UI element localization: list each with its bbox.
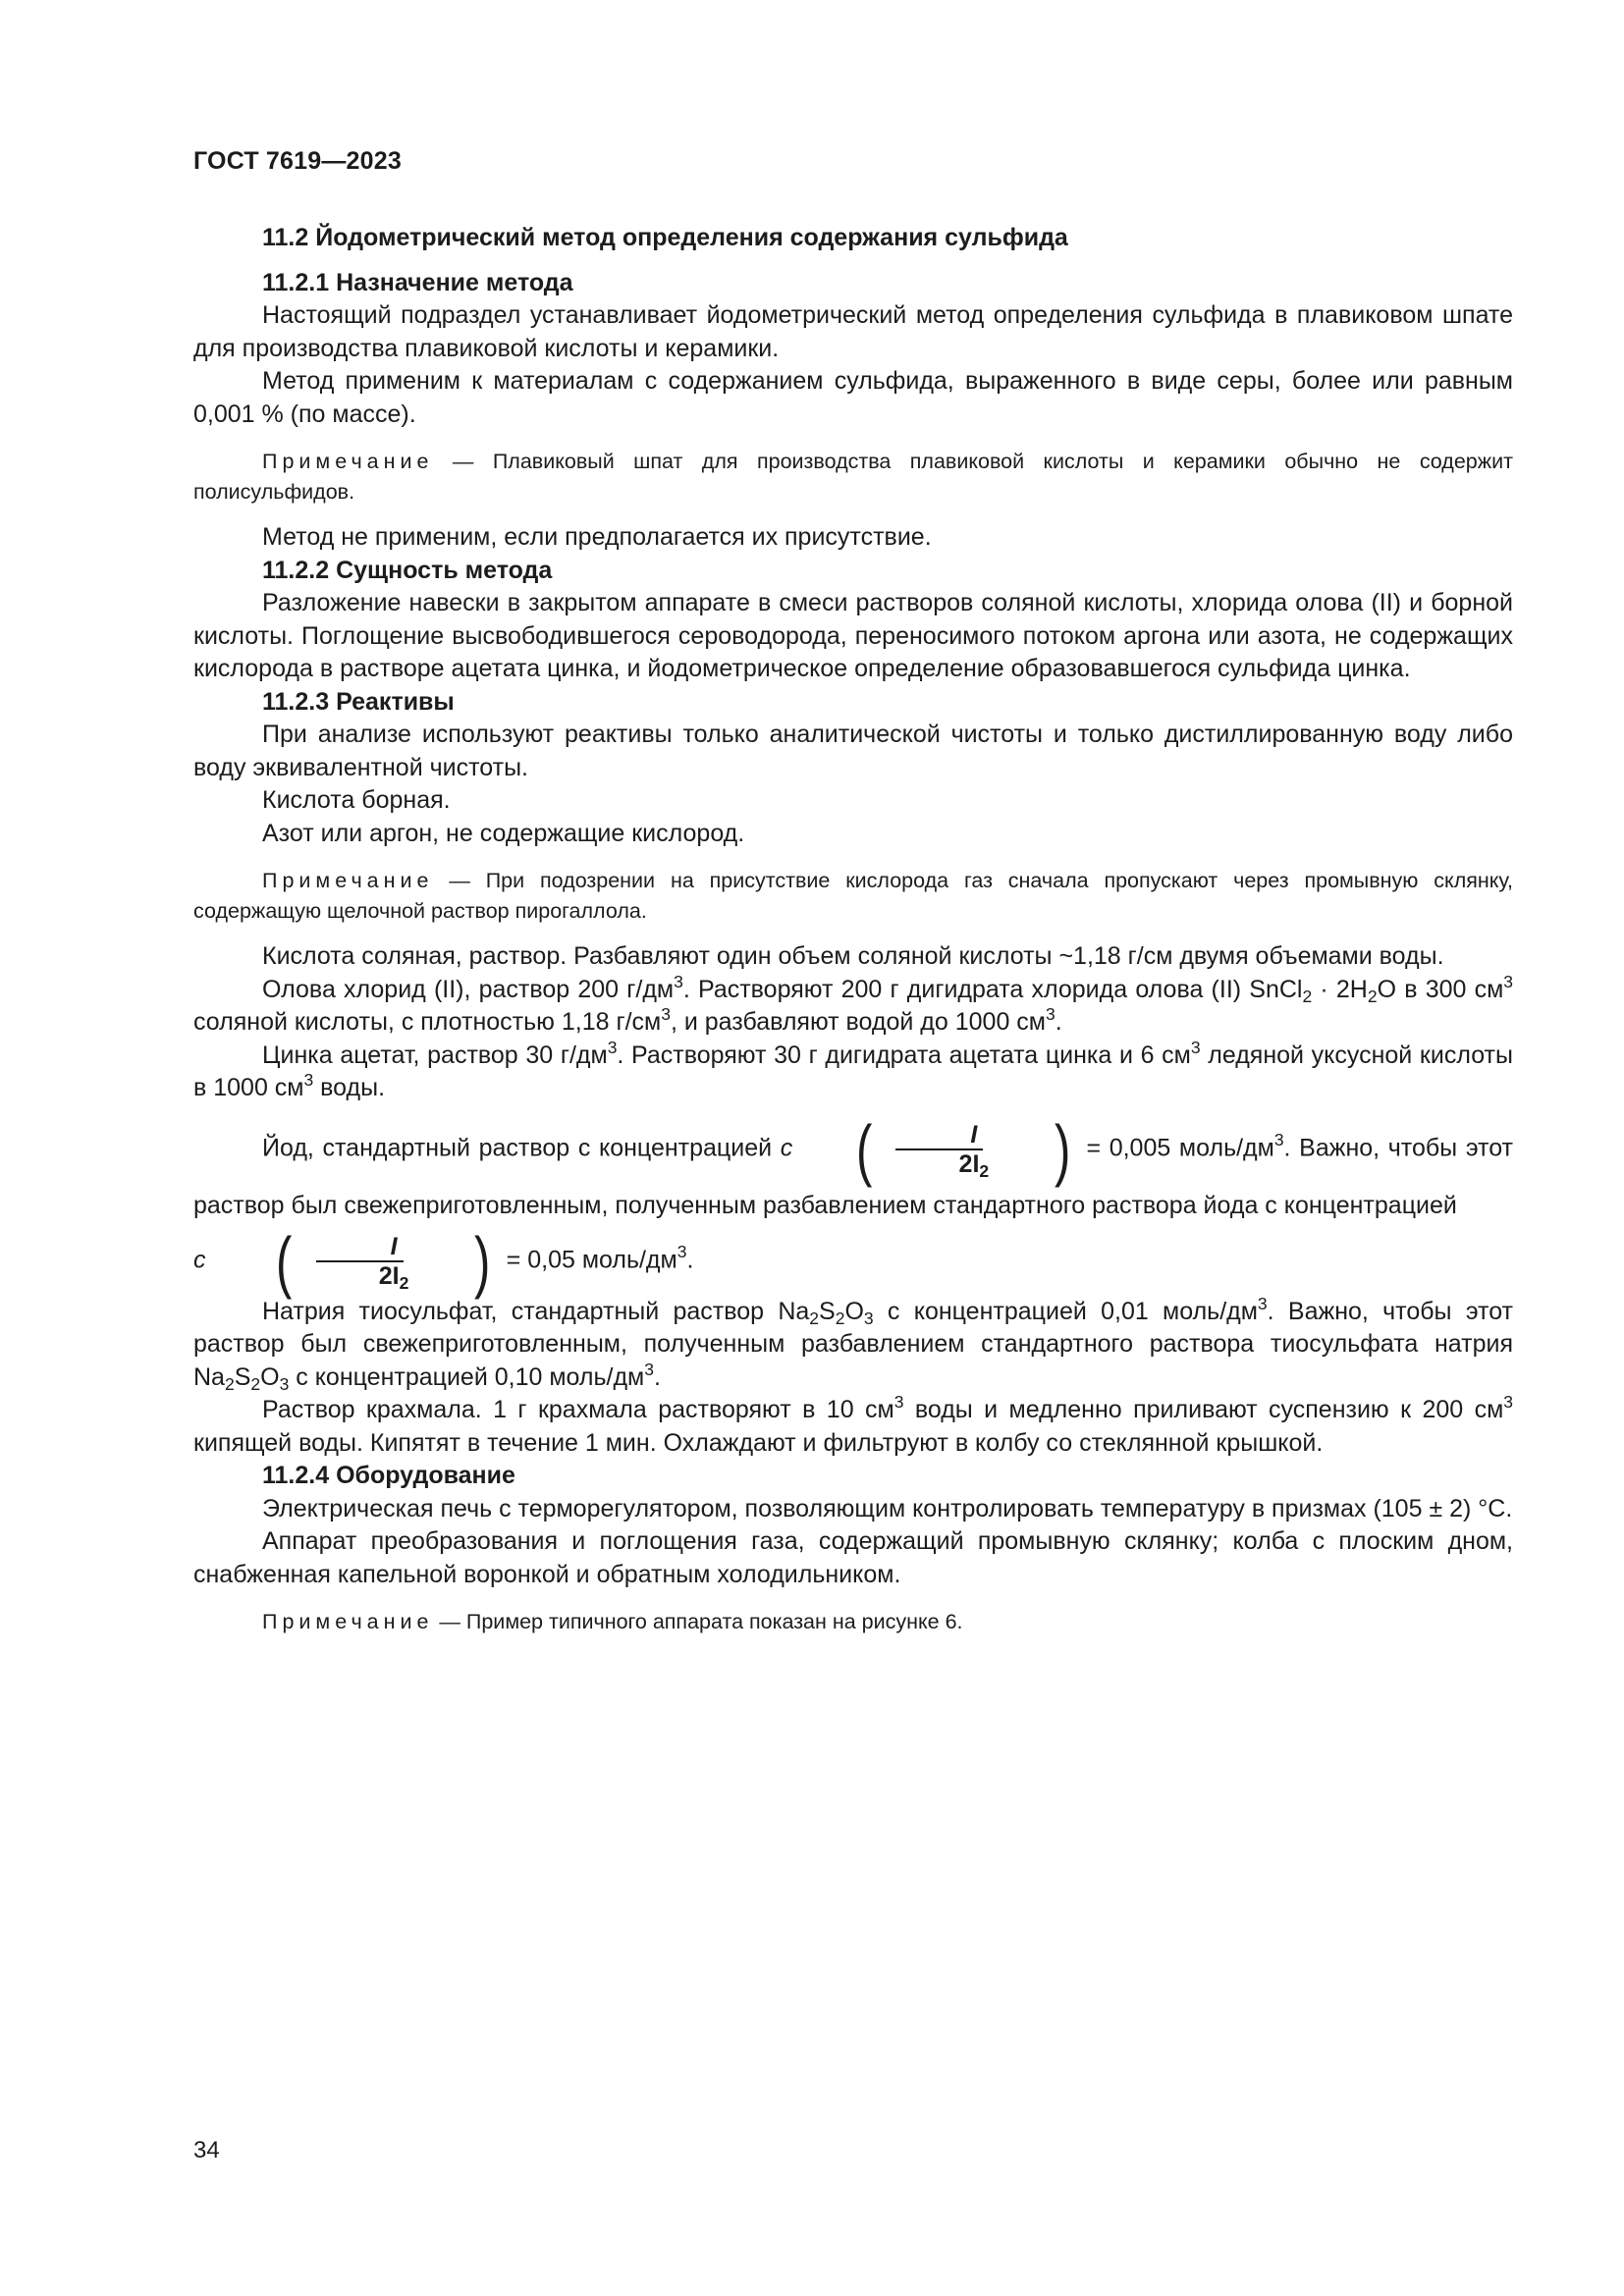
note (193, 866, 1513, 927)
note-label: Примечание (262, 450, 434, 473)
note-label: Примечание (262, 1610, 434, 1633)
paragraph: Электрическая печь с терморегулятором, позволяющим контролировать температуру в призмах (105 ± 2) °С. (262, 1494, 1513, 1522)
note-text: — При подозрении на присутствие кислорода газ сначала пропускают через промывную склянку, содержащую щелочной раствор пирогаллола. (193, 869, 1513, 923)
note-text: — Плавиковый шпат для производства плавиковой кислоты и керамики обычно не содержит полисульфидов. (193, 450, 1513, 504)
paragraph-starch: Раствор крахмала. 1 г крахмала растворяют в 10 $см^3$ воды и медленно приливают суспензию к 200 $см^3$ кипящей воды. Кипятят в течение 1 мин. Охлаждают и фильтруют в колбу со стеклянной крышкой. (193, 1392, 1513, 1457)
subsection-title: 11.2.1 Назначение метода (262, 268, 573, 296)
fraction-formula: ( $\frac{I}{2I_2}$ ) (856, 1110, 1071, 1188)
paragraph: Азот или аргон, не содержащие кислород. (262, 819, 745, 847)
paragraph: Разложение навески в закрытом аппарате в смеси растворов соляной кислоты, хлорида олова (II) и борной кислоты. Поглощение высвободившегося сероводорода, переносимого потоком аргона или азота, не содержащих кислорода в растворе ацетата цинка, и йодометрическое определение образовавшегося сульфида цинка. (193, 589, 1513, 682)
document-body (193, 222, 1513, 1651)
paragraph-sodium-thiosulfate: Натрия тиосульфат, стандартный раствор $Na_2S_2O_3$ с концентрацией 0,01 моль/$дм^3$. Важно, чтобы этот раствор был свежеприготовленным, полученным разбавлением стандартного раствора тиосульфата натрия $Na_2S_2O_3$ с концентрацией 0,10 моль/$дм^3$. (193, 1293, 1513, 1394)
note-text: — Пример типичного аппарата показан на рисунке 6. (433, 1610, 963, 1633)
subsection-title: 11.2.2 Сущность метода (262, 556, 553, 584)
note-label: Примечание (262, 869, 434, 892)
document-header: ГОСТ 7619—2023 (193, 147, 402, 175)
paragraph-iodine: Йод, стандартный раствор с концентрацией c ( $\frac{I}{2I_2}$ ) = 0,005 моль/$дм^3$. Важно, чтобы этот раствор был свежеприготовленным, полученным разбавлением стандартного раствора йода с концентрацией c ( $\frac{I}{2I_2}$ ) = 0,05 моль/$дм^3$. (193, 1110, 1513, 1300)
paragraph-zinc-acetate: Цинка ацетат, раствор 30 $г/дм^3$. Растворяют 30 г дигидрата ацетата цинка и 6 $см^3$ ледяной уксусной кислоты в 1000 $см^3$ воды. (193, 1037, 1513, 1101)
paragraph: При анализе используют реактивы только аналитической чистоты и только дистиллированную воду либо воду эквивалентной чистоты. (193, 721, 1513, 781)
paragraph: Кислота борная. (262, 786, 451, 814)
page-number: 34 (193, 2137, 220, 2163)
paragraph: Метод применим к материалам с содержанием сульфида, выраженного в виде серы, более или равным 0,001 % (по массе). (193, 367, 1513, 428)
section-title: 11.2 Йодометрический метод определения содержания сульфида (262, 224, 1068, 251)
fraction-formula: ( $\frac{I}{2I_2}$ ) (276, 1222, 491, 1300)
note (193, 447, 1513, 507)
subsection-title: 11.2.4 Оборудование (262, 1462, 515, 1489)
paragraph: Метод не применим, если предполагается их присутствие. (262, 523, 932, 551)
paragraph: Настоящий подраздел устанавливает йодометрический метод определения сульфида в плавиковом шпате для производства плавиковой кислоты и керамики. (193, 301, 1513, 362)
subsection-title: 11.2.3 Реактивы (262, 687, 455, 716)
note (193, 1607, 1513, 1637)
paragraph-tin-chloride: Олова хлорид (II), раствор 200 $г/дм^3$. Растворяют 200 г дигидрата хлорида олова (II) SnCl$_2$ · $2H_2O$ в 300 $см^3$ соляной кислоты, с плотностью 1,18 $г/см^3$, и разбавляют водой до 1000 $см^3$. (193, 971, 1514, 1036)
paragraph: Аппарат преобразования и поглощения газа, содержащий промывную склянку; колба с плоским дном, снабженная капельной воронкой и обратным холодильником. (193, 1527, 1513, 1588)
paragraph: Кислота соляная, раствор. Разбавляют один объем соляной кислоты ~1,18 г/см двумя объемами воды. (262, 942, 1444, 970)
